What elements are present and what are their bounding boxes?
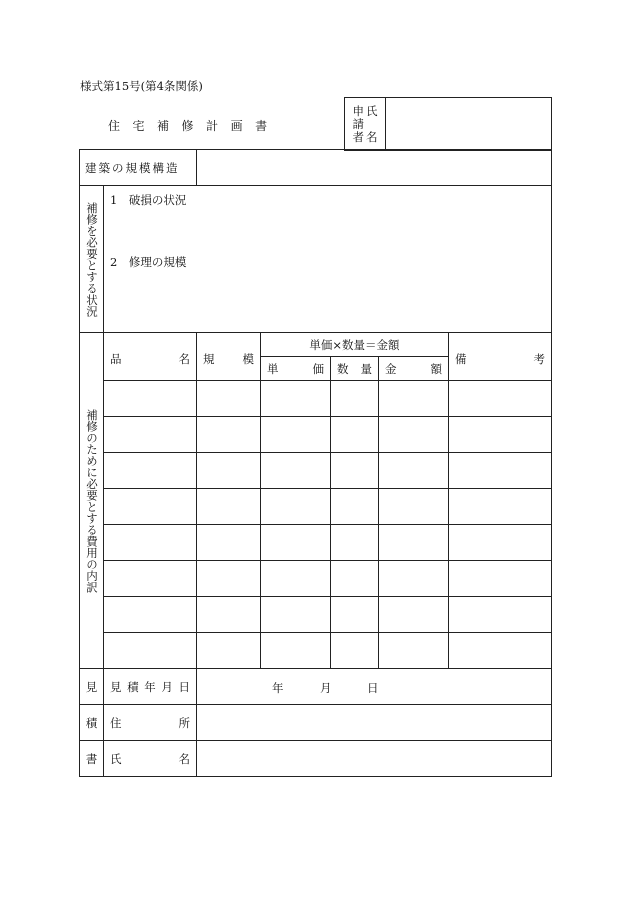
item-name-cell[interactable] bbox=[104, 417, 197, 453]
amount-cell[interactable] bbox=[379, 561, 449, 597]
item-name-cell[interactable] bbox=[104, 597, 197, 633]
scale-cell[interactable] bbox=[197, 417, 261, 453]
date-label-char: 日 bbox=[178, 679, 190, 694]
applicant-label-char: 氏 bbox=[366, 103, 378, 118]
estimate-label-char: 積 bbox=[80, 705, 104, 741]
header-scale bbox=[197, 333, 261, 381]
scale-cell[interactable] bbox=[197, 597, 261, 633]
item-name-cell[interactable] bbox=[104, 633, 197, 669]
situation-label: 補修を必要とする状況 bbox=[85, 201, 99, 317]
building-scale-label: 建築の規模構造 bbox=[80, 150, 197, 186]
header-char: 価 bbox=[312, 361, 324, 376]
header-remarks bbox=[449, 333, 552, 381]
estimate-label-char: 書 bbox=[80, 741, 104, 777]
amount-cell[interactable] bbox=[379, 453, 449, 489]
estimate-date-field[interactable] bbox=[197, 669, 552, 705]
header-unit-price bbox=[261, 357, 331, 381]
cost-row bbox=[80, 489, 552, 525]
unit-price-cell[interactable] bbox=[261, 633, 331, 669]
remarks-cell[interactable] bbox=[449, 417, 552, 453]
applicant-label-char bbox=[370, 118, 374, 131]
title-char: 補 bbox=[157, 119, 170, 133]
unit-price-cell[interactable] bbox=[261, 597, 331, 633]
item-name-cell[interactable] bbox=[104, 525, 197, 561]
quantity-cell[interactable] bbox=[331, 381, 379, 417]
date-label-char: 積 bbox=[127, 679, 139, 694]
amount-cell[interactable] bbox=[379, 525, 449, 561]
quantity-cell[interactable] bbox=[331, 633, 379, 669]
building-scale-field[interactable] bbox=[197, 150, 552, 186]
remarks-cell[interactable] bbox=[449, 525, 552, 561]
item-name-cell[interactable] bbox=[104, 381, 197, 417]
remarks-cell[interactable] bbox=[449, 381, 552, 417]
header-char: 数 bbox=[337, 361, 349, 376]
amount-cell[interactable] bbox=[379, 381, 449, 417]
header-char: 額 bbox=[430, 361, 442, 376]
item-name-cell[interactable] bbox=[104, 489, 197, 525]
header-amount bbox=[379, 357, 449, 381]
estimator-address-field[interactable] bbox=[197, 705, 552, 741]
scale-cell[interactable] bbox=[197, 453, 261, 489]
scale-cell[interactable] bbox=[197, 633, 261, 669]
cost-row bbox=[80, 381, 552, 417]
unit-price-cell[interactable] bbox=[261, 453, 331, 489]
scale-cell[interactable] bbox=[197, 381, 261, 417]
quantity-cell[interactable] bbox=[331, 489, 379, 525]
scale-cell[interactable] bbox=[197, 561, 261, 597]
situation-label-cell bbox=[80, 186, 104, 333]
item-name-cell[interactable] bbox=[104, 453, 197, 489]
cost-row bbox=[80, 633, 552, 669]
date-label-char: 月 bbox=[161, 679, 173, 694]
estimator-name-label bbox=[104, 741, 197, 777]
day-unit: 日 bbox=[367, 680, 379, 695]
form-title bbox=[108, 117, 280, 134]
estimate-label-char: 見 bbox=[80, 669, 104, 705]
cost-row bbox=[80, 525, 552, 561]
cost-row bbox=[80, 561, 552, 597]
quantity-cell[interactable] bbox=[331, 597, 379, 633]
label-char: 名 bbox=[178, 751, 190, 766]
unit-price-cell[interactable] bbox=[261, 561, 331, 597]
estimate-date-label bbox=[104, 669, 197, 705]
header-char: 備 bbox=[455, 352, 467, 366]
header-char: 単 bbox=[267, 361, 279, 376]
header-price-calc: 単価×数量＝金額 bbox=[261, 333, 449, 357]
quantity-cell[interactable] bbox=[331, 453, 379, 489]
header-quantity bbox=[331, 357, 379, 381]
label-char: 氏 bbox=[110, 751, 122, 766]
scale-cell[interactable] bbox=[197, 525, 261, 561]
applicant-label-char: 申 bbox=[352, 103, 364, 118]
quantity-cell[interactable] bbox=[331, 417, 379, 453]
applicant-label-char: 請 bbox=[352, 116, 364, 131]
damage-status-item: 1 破損の状況 bbox=[110, 193, 187, 207]
date-label-char: 見 bbox=[110, 679, 122, 694]
costs-label-cell bbox=[80, 333, 104, 669]
situation-field[interactable] bbox=[104, 186, 552, 333]
form-number-caption: 様式第15号(第4条関係) bbox=[80, 79, 203, 93]
header-char: 量 bbox=[360, 361, 372, 376]
unit-price-cell[interactable] bbox=[261, 525, 331, 561]
unit-price-cell[interactable] bbox=[261, 417, 331, 453]
repair-scale-item: 2 修理の規模 bbox=[110, 255, 187, 269]
applicant-name-label bbox=[345, 98, 386, 151]
header-char: 規 bbox=[203, 352, 215, 366]
applicant-name-field[interactable] bbox=[386, 98, 552, 151]
quantity-cell[interactable] bbox=[331, 561, 379, 597]
applicant-label-char: 者 bbox=[352, 129, 364, 144]
title-char: 修 bbox=[181, 119, 194, 133]
label-char: 住 bbox=[110, 715, 122, 730]
unit-price-cell[interactable] bbox=[261, 489, 331, 525]
applicant-label-char: 名 bbox=[366, 129, 378, 144]
amount-cell[interactable] bbox=[379, 489, 449, 525]
remarks-cell[interactable] bbox=[449, 453, 552, 489]
remarks-cell[interactable] bbox=[449, 561, 552, 597]
costs-label: 補修のために必要とする費用の内訳 bbox=[85, 408, 99, 593]
title-char: 書 bbox=[255, 119, 268, 133]
year-unit: 年 bbox=[272, 680, 284, 695]
scale-cell[interactable] bbox=[197, 489, 261, 525]
header-char: 品 bbox=[110, 352, 122, 366]
applicant-box bbox=[344, 97, 552, 151]
unit-price-cell[interactable] bbox=[261, 381, 331, 417]
remarks-cell[interactable] bbox=[449, 489, 552, 525]
plan-form-table bbox=[79, 149, 552, 777]
header-char: 金 bbox=[385, 361, 397, 376]
header-item-name bbox=[104, 333, 197, 381]
title-char: 計 bbox=[206, 119, 219, 133]
amount-cell[interactable] bbox=[379, 597, 449, 633]
estimator-address-label bbox=[104, 705, 197, 741]
quantity-cell[interactable] bbox=[331, 525, 379, 561]
remarks-cell[interactable] bbox=[449, 597, 552, 633]
title-char: 住 bbox=[108, 119, 121, 133]
date-label-char: 年 bbox=[144, 679, 156, 694]
remarks-cell[interactable] bbox=[449, 633, 552, 669]
cost-row bbox=[80, 453, 552, 489]
header-char: 模 bbox=[242, 352, 254, 366]
item-name-cell[interactable] bbox=[104, 561, 197, 597]
month-unit: 月 bbox=[320, 680, 332, 695]
amount-cell[interactable] bbox=[379, 417, 449, 453]
header-char: 考 bbox=[533, 352, 545, 366]
cost-row bbox=[80, 597, 552, 633]
label-char: 所 bbox=[178, 715, 190, 730]
title-char: 宅 bbox=[132, 119, 145, 133]
amount-cell[interactable] bbox=[379, 633, 449, 669]
title-char: 画 bbox=[230, 119, 243, 133]
header-char: 名 bbox=[178, 352, 190, 366]
estimator-name-field[interactable] bbox=[197, 741, 552, 777]
cost-row bbox=[80, 417, 552, 453]
